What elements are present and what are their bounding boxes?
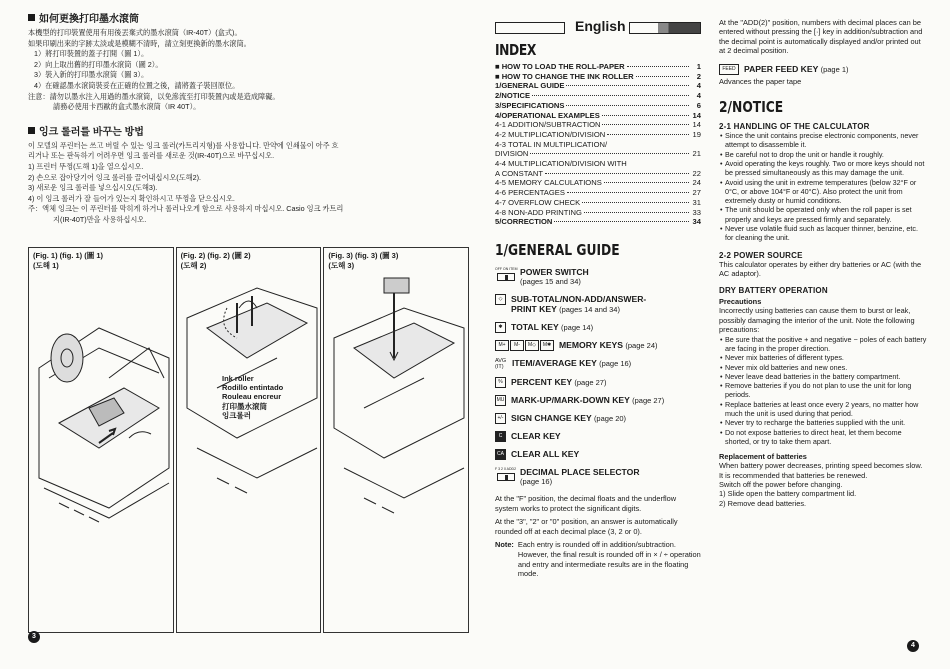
toc-title: 4-6 PERCENTAGES [495,188,565,198]
replacement-heading: Replacement of batteries [719,452,807,462]
subtotal-key-entry [495,294,701,315]
dry-battery-heading: DRY BATTERY OPERATION [719,286,828,296]
key-name: POWER SWITCH [520,266,589,277]
toc-entry [495,149,701,159]
general-guide-heading: 1/GENERAL GUIDE [495,240,620,259]
ko-line: 3) 새로운 잉크 롤러를 넣으십시오(도해3). [28,183,158,193]
bullet-item: • Be sure that the positive + and negative − poles of each battery are facing in the proper direction. [719,335,927,354]
page-number-right: 4 [907,640,919,652]
toc-page: 27 [692,188,701,198]
toc-entry [495,111,701,121]
key-name: TOTAL KEY [511,321,559,332]
toc-title: 4-1 ADDITION/SUBTRACTION [495,120,601,130]
figure-2 [176,247,322,633]
precautions-heading: Precautions [719,297,762,307]
key-pages: (page 24) [625,340,658,350]
figure-strip [28,247,469,633]
replacement-step: Switch off the power before changing. [719,480,843,489]
replacement-text: When battery power decreases, printing speed becomes slow. It is recommended that batteries be renewed. [719,461,923,480]
markup-key-icon: MU [495,395,506,406]
toc-page: 14 [692,120,701,130]
power-switch-entry [495,267,701,287]
language-banner [495,18,701,36]
decimal-note [495,540,701,578]
zh-section-title: 如何更換打印墨水滾筒 [28,10,474,25]
toc-page: 31 [692,197,701,207]
toc-entry [495,81,701,91]
key-pages: (page 20) [593,413,627,423]
memory-keys-entry [495,340,701,351]
toc-page: 6 [696,100,701,110]
toc-title: A CONSTANT [495,168,543,178]
toc-title: 4-2 MULTIPLICATION/DIVISION [495,129,606,139]
toc-page: 14 [692,110,701,120]
memory-subtotal-key-icon: M◇ [525,340,539,351]
figure-3 [323,247,469,633]
key-pages: (pages 15 and 34) [520,276,581,286]
bullet-item: • The unit should be operated only when the roll paper is set properly and keys are pressed firmly and separately. [719,205,927,224]
toc-title: 2/NOTICE [495,91,531,101]
table-of-contents [495,62,701,227]
toc-entry [495,140,701,150]
key-name: SUB-TOTAL/NON-ADD/ANSWER- [511,293,647,304]
toc-page: 4 [696,91,701,101]
ink-roller-removal-illustration [177,248,322,633]
figure-caption: (Fig. 2) (fig. 2) (圖 2) [180,251,251,260]
key-pages: (page 27) [574,377,607,387]
bullet-item: • Never leave dead batteries in the battery compartment. [719,372,927,381]
total-key-entry [495,322,701,333]
ink-roller-insert-illustration [324,248,469,633]
markup-key-entry [495,395,701,406]
key-name: DECIMAL PLACE SELECTOR [520,466,640,477]
replacement-step: 2) Remove dead batteries. [719,498,807,508]
clear-all-key-entry [495,449,701,460]
bullet-item: • Never try to recharge the batteries supplied with the unit. [719,418,927,427]
memory-minus-key-icon: M- [510,340,524,351]
ko-line: 리거나 또는 판독하기 어려우면 잉크 롤러를 새로운 것(IR-40T)으로 바꾸십시오. [28,151,275,161]
decimal-selector-entry [495,467,701,487]
key-name: CLEAR ALL KEY [511,448,580,459]
clear-key-entry [495,431,701,442]
toc-page: 22 [692,168,701,178]
toc-title: ■ HOW TO LOAD THE ROLL-PAPER [495,62,625,71]
key-name: PAPER FEED KEY [744,63,819,74]
bullet-item: • Be careful not to drop the unit or handle it roughly. [719,150,927,159]
calculator-open-cover-illustration [29,248,174,633]
memory-plus-key-icon: M+ [495,340,509,351]
middle-column [495,18,701,579]
page-number-left: 3 [28,631,40,643]
key-name: ITEM/AVERAGE KEY [512,357,597,368]
handling-heading: 2-1 HANDLING OF THE CALCULATOR [719,122,870,132]
zh-line: 請務必使用卡西歐的盒式墨水滾筒（IR 40T）。 [53,102,201,112]
decimal-paragraph-1: At the "F" position, the decimal floats and the underflow system works to protect the significant digits. [495,493,677,513]
percent-key-icon: % [495,377,506,388]
clear-all-key-icon: CA [495,449,506,460]
bullet-item: • Never mix old batteries and new ones. [719,363,927,372]
toc-entry [495,120,701,130]
toc-entry [495,62,701,72]
figure-caption: (Fig. 1) (fig. 1) (圖 1) [33,251,103,260]
toc-page: 21 [692,149,701,159]
zh-line: 注意：請勿以墨水注入用過的墨水滾筒，以免滲流至打印裝置內或是造成障礙。 [28,91,280,101]
bullet-item: • Avoid using the unit in extreme temperatures (below 32°F or 0°C, or above 104°F or 40°C). Also protect the unit from extremely dusty or humid conditions. [719,178,927,206]
percent-key-entry [495,377,701,388]
figure-caption-ko: (도해 1) [33,261,59,270]
toc-page: 33 [692,207,701,217]
zh-line: 3）裝入新的打印墨水滾筒（圖 3）。 [34,70,149,80]
toc-entry [495,188,701,198]
toc-entry [495,178,701,188]
toc-entry [495,101,701,111]
bullet-item: • Never mix batteries of different types. [719,353,927,362]
toc-page: 24 [692,178,701,188]
sign-change-key-icon: +/- [495,413,506,424]
power-switch-icon: OFF ON ITEM [495,267,515,281]
bullet-item: • Never use volatile fluid such as lacquer thinner, benzine, etc. for cleaning the unit. [719,224,927,243]
precautions-text: Incorrectly using batteries can cause them to burst or leak, possibly damaging the interior of the unit. Note the following precautions: [719,306,915,335]
paper-feed-entry [719,64,927,75]
item-average-key-entry [495,358,701,370]
avg-key-icon: AVG (IT) [495,357,507,370]
ko-section-title: 잉크 롤러를 바꾸는 방법 [28,123,474,138]
zh-line: 4）在確認墨水滾筒裝妥在正確的位置之後，請將蓋子裝回原位。 [34,80,240,90]
decimal-paragraph-2: At the "3", "2" or "0" position, an answer is automatically rounded off at each decimal place (3, 2 or 0). [495,517,678,536]
ko-line: 주：액체 잉크는 이 푸린터를 막히게 하거나 롤러나오게 함으로 사용하지 마십시오. Casio 잉크 카트리 [28,204,344,214]
toc-title: 1/GENERAL GUIDE [495,81,565,91]
power-source-text: This calculator operates by either dry batteries or AC (with the AC adaptor). [719,259,922,278]
key-pages: (page 14) [560,322,594,332]
index-heading: INDEX [495,41,536,59]
toc-title: 4-8 NON-ADD PRINTING [495,207,582,217]
ko-line: 지(IR-40T)만을 사용하십시오. [53,214,147,224]
figure-caption-ko: (도해 3) [328,261,355,270]
bullet-item: • Replace batteries at least once every 2 years, no matter how much the unit is used during that period. [719,400,927,419]
toc-page: 4 [696,81,701,91]
figure-caption-ko: (도해 2) [180,261,207,270]
toc-title: 4-5 MEMORY CALCULATIONS [495,178,602,188]
zh-line: 本機型的打印裝置使用有用後丟棄式的墨水滾筒（IR-40T）(盒式)。 [28,28,242,37]
toc-entry [495,72,701,82]
right-column [719,18,927,508]
note-text: Each entry is rounded off in addition/subtraction. However, the final result is rounded off in × / ÷ operation and entry and intermediate results are in the floating mode. [517,540,701,579]
toc-entry [495,169,701,179]
zh-line: 如果印刷出來的字跡太淡或是模糊不清時，請立刻更換新的墨水滾筒。 [28,38,251,48]
key-name: MEMORY KEYS [559,339,623,350]
language-label: English [575,18,626,34]
subtotal-key-icon: ◇ [495,294,506,305]
square-bullet-icon [28,14,35,21]
key-pages: (page 27) [632,395,665,405]
toc-entry [495,217,701,227]
clear-key-icon: C [495,431,506,442]
ko-line: 2) 손으로 잡아당기어 잉크 롤러를 끌어내십시오(도해2). [28,172,201,182]
notice-heading: 2/NOTICE [719,98,784,117]
key-name: MARK-UP/MARK-DOWN KEY [511,394,630,405]
precautions-list [719,335,927,447]
zh-instructions [28,28,474,113]
toc-entry [495,91,701,101]
handling-list [719,131,927,243]
bullet-item: • Remove batteries if you do not plan to use the unit for long periods. [719,381,927,400]
toc-title: DIVISION [495,149,529,159]
left-page [28,10,474,226]
toc-title: 5/CORRECTION [495,217,553,227]
memory-total-key-icon: M✱ [540,340,554,351]
key-name: PERCENT KEY [511,376,572,387]
toc-title: 4-4 MULTIPLICATION/DIVISION WITH [495,159,627,169]
decimal-selector-icon: F 3 2 0 ADD2 [495,467,515,481]
toc-title: 4-3 TOTAL IN MULTIPLICATION/ [495,139,608,149]
power-source-heading: 2-2 POWER SOURCE [719,250,803,260]
total-key-icon: ✱ [495,322,506,333]
key-pages: (page 1) [820,64,849,74]
toc-page: 19 [692,129,701,139]
bullet-item: • Do not expose batteries to direct heat, let them become shorted, or try to take them apart. [719,428,927,447]
ko-line: 1) 프린터 뚜껑(도해 1)을 열으십시오. [28,161,144,171]
zh-line: 2）向上取出舊的打印墨水滾筒（圖 2）。 [34,59,163,69]
key-pages: (page 16) [599,358,632,368]
bullet-item: • Avoid operating the keys roughly. Two or more keys should not be pressed simultaneously as this may damage the unit. [719,159,927,178]
key-pages: (page 16) [520,476,553,486]
toc-entry [495,159,701,169]
note-label: Note: [495,540,514,550]
square-bullet-icon [28,127,35,134]
toc-entry [495,130,701,140]
key-name-cont: PRINT KEY [511,303,557,314]
add2-paragraph: At the "ADD(2)" position, numbers with decimal places can be entered without pressing the [·] key in addition/subtraction and the decimal point is automatically displayed and/or printed out at 2 decimal position. [719,18,923,56]
feed-key-icon: FEED [719,64,739,75]
bullet-item: • Since the unit contains precise electronic components, never attempt to disassemble it. [719,131,927,150]
toc-entry [495,198,701,208]
key-pages: (pages 14 and 34) [559,304,620,314]
toc-page: 1 [696,62,701,71]
ko-instructions [28,141,474,226]
toc-title: 4/OPERATIONAL EXAMPLES [495,110,600,120]
toc-title: ■ HOW TO CHANGE THE INK ROLLER [495,71,634,81]
toc-title: 3/SPECIFICATIONS [495,100,565,110]
toc-page: 2 [696,71,701,81]
feed-description: Advances the paper tape [719,76,802,86]
toc-entry [495,208,701,218]
ko-line: 이 모델의 푸린터는 쓰고 버릴 수 있는 잉크 롤러(카트리지형)를 사용합니다. 만약에 인쇄물이 아주 흐 [28,140,339,150]
ink-roller-label: Ink roller Rodillo entintado Rouleau encreur 打印墨水滾筒 잉크롤러 [222,374,284,420]
key-name: SIGN CHANGE KEY [511,412,592,423]
key-name: CLEAR KEY [511,430,561,441]
replacement-step: 1) Slide open the battery compartment lid. [719,489,857,499]
zh-line: 1）將打印裝置的蓋子打開（圖 1）。 [34,49,149,59]
toc-page: 34 [692,217,701,227]
ko-line: 4) 이 잉크 롤러가 잘 들어가 있는지 확인하시고 뚜껑을 닫으십시오. [28,193,235,203]
figure-1 [28,247,174,633]
sign-change-key-entry [495,413,701,424]
figure-caption: (Fig. 3) (fig. 3) (圖 3) [328,251,399,260]
toc-title: 4-7 OVERFLOW CHECK [495,197,581,207]
